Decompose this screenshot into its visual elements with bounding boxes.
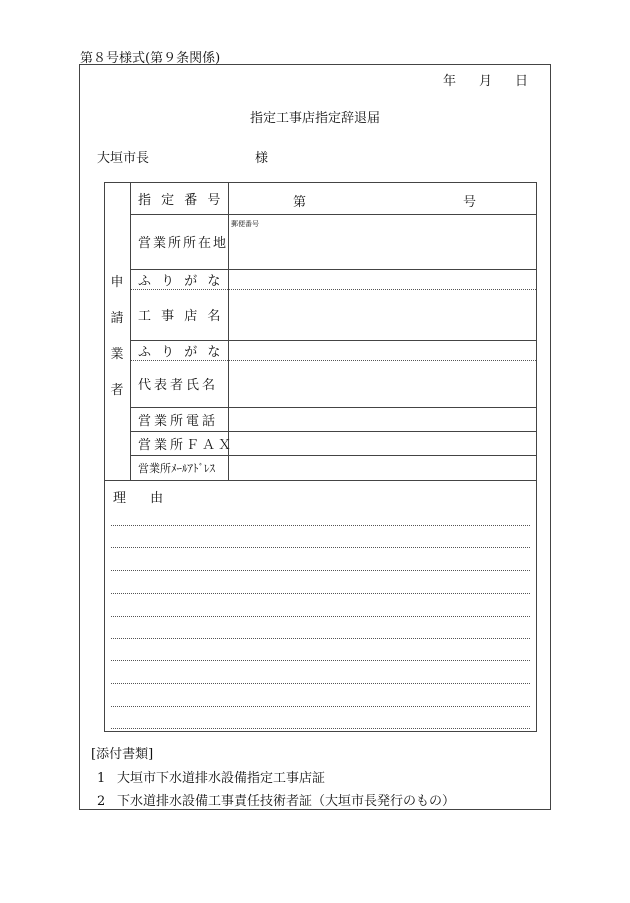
reason-line	[111, 593, 530, 594]
attachments-heading: [添付書類]	[91, 747, 154, 762]
attachment-number: 2	[97, 794, 106, 809]
honorific: 様	[255, 151, 269, 166]
reason-line	[111, 728, 530, 729]
reason-line	[111, 660, 530, 661]
reason-line	[111, 525, 530, 526]
designation-number-label: 指 定 番 号	[131, 183, 229, 214]
designation-prefix: 第	[293, 195, 307, 210]
form-title: 指定工事店指定辞退届	[249, 111, 380, 126]
year-label: 年	[442, 74, 456, 89]
applicant-char: 業	[110, 347, 124, 362]
form-reference: 第８号様式(第９条関係)	[80, 51, 221, 66]
furigana-label: ふ り が な	[131, 269, 229, 289]
reason-line	[111, 547, 530, 548]
row-divider	[131, 269, 536, 270]
applicant-char: 者	[110, 383, 124, 398]
attachment-item	[97, 790, 455, 809]
shop-name-label: 工 事 店 名	[131, 289, 229, 340]
reason-line	[111, 616, 530, 617]
month-label: 月	[478, 74, 492, 89]
representative-name-label: 代表者氏名	[131, 360, 229, 407]
applicant-column	[105, 183, 131, 480]
reason-line	[111, 638, 530, 639]
row-divider	[131, 455, 536, 456]
designation-suffix: 号	[463, 195, 477, 210]
application-table	[104, 182, 537, 732]
addressee: 大垣市長	[97, 151, 150, 166]
postal-code-label: 郵便番号	[231, 220, 259, 228]
date-line	[443, 70, 528, 89]
row-divider	[131, 340, 536, 341]
office-phone-label: 営業所電話	[131, 407, 229, 431]
reason-line	[111, 706, 530, 707]
row-divider	[131, 407, 536, 408]
applicant-char: 請	[110, 311, 124, 326]
attachment-number: 1	[97, 771, 106, 786]
reason-line	[111, 683, 530, 684]
reason-line	[111, 570, 530, 571]
row-divider	[131, 360, 536, 361]
office-address-label: 営業所所在地	[131, 214, 229, 269]
row-divider	[131, 431, 536, 432]
row-divider	[105, 480, 536, 481]
form-frame	[79, 64, 551, 810]
row-divider	[131, 214, 536, 215]
day-label: 日	[514, 74, 528, 89]
applicant-char: 申	[110, 275, 124, 290]
office-email-label: 営業所ﾒｰﾙｱﾄﾞﾚｽ	[131, 455, 229, 480]
office-fax-label: 営業所ＦＡＸ	[131, 431, 229, 455]
reason-label: 理 由	[113, 491, 174, 506]
row-divider	[131, 289, 536, 290]
furigana-label-2: ふ り が な	[131, 340, 229, 360]
attachment-item	[97, 767, 325, 786]
attachment-text: 大垣市下水道排水設備指定工事店証	[117, 771, 326, 786]
attachment-text: 下水道排水設備工事責任技術者証（大垣市長発行のもの）	[117, 794, 456, 809]
